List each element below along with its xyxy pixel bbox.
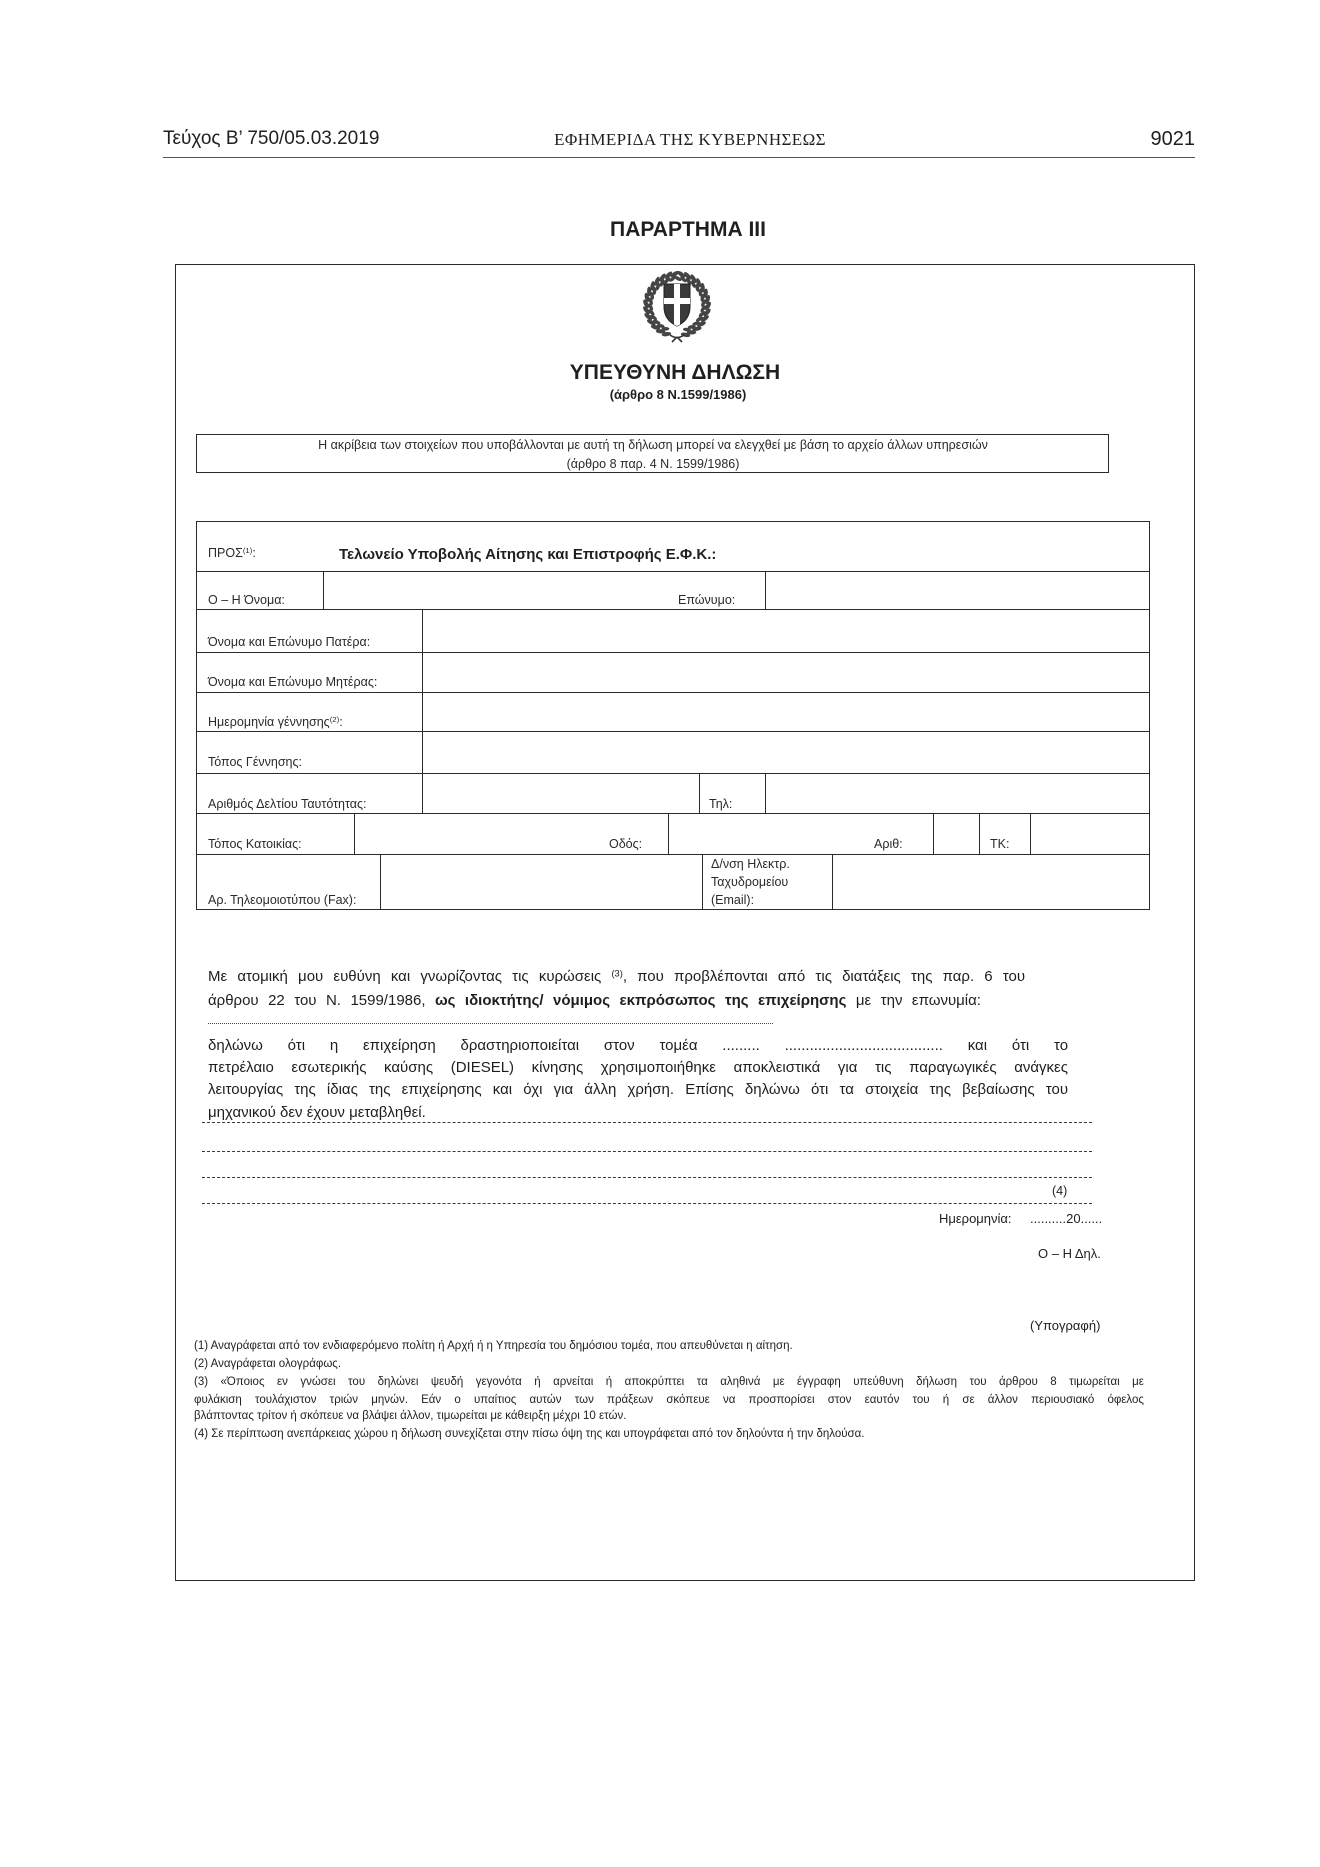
footnote-text: (3) «Όποιος εν γνώσει του δηλώνει ψευδή γεγονότα ή αρνείται ή αποκρύπτει τα αληθινά με έγγραφη υπεύθυνη δήλωση του άρθρου 8 τιμωρείται με (194, 1376, 1144, 1388)
table-row-rule (196, 854, 1150, 855)
recipient-value: Τελωνείο Υποβολής Αίτησης και Επιστροφής Ε.Φ.Κ.: (339, 546, 717, 563)
father-name-label: Όνομα και Επώνυμο Πατέρα: (208, 635, 371, 649)
declarant-label: Ο – Η Δηλ. (1038, 1246, 1101, 1261)
additional-text-line (202, 1151, 1092, 1152)
email-label-line: (Email): (711, 893, 755, 907)
table-row-rule (196, 609, 1150, 610)
declaration-text: πετρέλαιο εσωτερικής καύσης (DIESEL) κίνησης χρησιμοποιήθηκε αποκλειστικά για τις παραγωγικές ανάγκες (208, 1059, 1068, 1076)
footnote: (4) Σε περίπτωση ανεπάρκειας χώρου η δήλωση συνεχίζεται στην πίσω όψη της και υπογράφεται από τον δηλούντα ή την δηλούσα. (194, 1428, 865, 1440)
email-label-line: Δ/νση Ηλεκτρ. (711, 857, 790, 871)
mother-name-label: Όνομα και Επώνυμο Μητέρας: (208, 675, 378, 689)
date-value: ..........20...... (1030, 1211, 1103, 1226)
footnote-ref: (3) (611, 968, 623, 979)
recipient-label-text: ΠΡΟΣ (208, 546, 243, 560)
declarant-capacity: ως ιδιοκτήτης/ νόμιμος εκπρόσωπος της επιχείρησης (434, 992, 847, 1009)
table-cell-divider (668, 813, 669, 854)
street-label: Οδός: (609, 837, 643, 851)
footnote-ref: (1) (242, 546, 253, 556)
email-label-line: Ταχυδρομείου (711, 875, 789, 889)
table-cell-divider (832, 854, 833, 910)
additional-text-line (202, 1203, 1092, 1204)
declaration-legal-basis: (άρθρο 8 Ν.1599/1986) (609, 387, 747, 402)
birth-date-label (208, 716, 343, 729)
postal-code-label: ΤΚ: (990, 837, 1010, 851)
company-name-fill-line (208, 1023, 773, 1024)
table-cell-divider (422, 609, 423, 813)
accuracy-notice-line: Η ακρίβεια των στοιχείων που υποβάλλονται με αυτή τη δήλωση μπορεί να ελεγχθεί με βάση το αρχείο άλλων υπηρεσιών (318, 438, 988, 452)
table-row-rule (196, 731, 1150, 732)
declaration-text-line (208, 1060, 1068, 1075)
table-cell-divider (323, 571, 324, 609)
table-cell-divider (1030, 813, 1031, 854)
table-row-rule (196, 773, 1150, 774)
id-number-label: Αριθμός Δελτίου Ταυτότητας: (208, 797, 367, 811)
declaration-text-line (208, 1082, 1068, 1097)
table-row-rule (196, 571, 1150, 572)
table-cell-divider (765, 773, 766, 813)
residence-label: Τόπος Κατοικίας: (208, 837, 302, 851)
footnote-line (194, 1395, 1144, 1407)
table-row-rule (196, 652, 1150, 653)
declaration-text-segment: με την επωνυμία: (846, 992, 981, 1009)
label-colon: : (252, 546, 256, 560)
declaration-text-line (208, 969, 1025, 984)
footnote: (1) Αναγράφεται από τον ενδιαφερόμενο πολίτη ή Αρχή ή η Υπηρεσία του δημόσιου τομέα, που απευθύνεται η αίτηση. (194, 1340, 793, 1352)
table-row-rule (196, 813, 1150, 814)
footnote-text: φυλάκιση τουλάχιστον τριών μηνών. Εάν ο υπαίτιος αυτών των πράξεων σκόπευε να προσπορίσει στον εαυτόν του ή σε άλλον περιουσιακό όφελος (194, 1394, 1144, 1406)
gazette-title: ΕΦΗΜΕΡΙΔΑ ΤΗΣ ΚΥΒΕΡΝΗΣΕΩΣ (554, 130, 826, 149)
table-row-rule (196, 692, 1150, 693)
header-rule (163, 157, 1195, 158)
table-cell-divider (699, 773, 700, 813)
signature-label: (Υπογραφή) (1030, 1318, 1101, 1333)
table-cell-divider (933, 813, 934, 854)
declaration-text-segment: Με ατομική μου ευθύνη και γνωρίζοντας τις κυρώσεις (208, 968, 612, 985)
street-number-label: Αριθ: (874, 837, 903, 851)
page-number: 9021 (1150, 128, 1195, 150)
declaration-text: λειτουργίας της ίδιας της επιχείρησης και όχι για άλλη χρήση. Επίσης δηλώνω ότι τα στοιχεία της βεβαίωσης του (208, 1081, 1069, 1098)
footnote-line (194, 1377, 1144, 1389)
wreath-ribbon (670, 335, 684, 342)
declaration-text-line (208, 993, 981, 1008)
table-cell-divider (380, 854, 381, 910)
table-cell-divider (765, 571, 766, 609)
declaration-text-segment: , που προβλέπονται από τις διατάξεις της παρ. 6 του (622, 968, 1026, 985)
surname-label: Επώνυμο: (678, 593, 736, 607)
fax-label: Αρ. Τηλεομοιοτύπου (Fax): (208, 893, 357, 907)
declaration-text: δηλώνω ότι η επιχείρηση δραστηριοποιείται στον τομέα ......... ...................................... και ότι το (208, 1037, 1069, 1054)
footnote-line: βλάπτοντας τρίτον ή σκόπευε να βλάψει άλλον, τιμωρείται με κάθειρξη μέχρι 10 ετών. (194, 1410, 627, 1422)
footnote: (2) Αναγράφεται ολογράφως. (194, 1358, 342, 1370)
footnote-ref: (2) (329, 715, 340, 725)
declaration-text (208, 968, 1025, 985)
declaration-text-line: μηχανικού δεν έχουν μεταβληθεί. (208, 1104, 426, 1121)
recipient-label (208, 547, 256, 560)
additional-text-line (202, 1177, 1092, 1178)
table-cell-divider (354, 813, 355, 854)
birth-date-label-text: Ημερομηνία γέννησης (208, 715, 330, 729)
annex-title: ΠΑΡΑΡΤΗΜΑ III (610, 218, 766, 241)
additional-text-line (202, 1122, 1092, 1123)
accuracy-notice-article: (άρθρο 8 παρ. 4 Ν. 1599/1986) (566, 457, 740, 471)
date-label: Ημερομηνία: (939, 1211, 1012, 1226)
table-cell-divider (979, 813, 980, 854)
declaration-title: ΥΠΕΥΘΥΝΗ ΔΗΛΩΣΗ (569, 361, 781, 384)
table-cell-divider (702, 854, 703, 910)
coat-of-arms-emblem (641, 267, 713, 343)
birth-place-label: Τόπος Γέννησης: (208, 755, 303, 769)
gazette-issue: Τεύχος Β’ 750/05.03.2019 (163, 128, 380, 149)
declaration-text-segment: άρθρου 22 του Ν. 1599/1986, (208, 992, 435, 1009)
first-name-label: Ο – Η Όνομα: (208, 593, 285, 607)
footnote-ref: (4) (1052, 1184, 1068, 1198)
label-colon: : (339, 715, 343, 729)
phone-label: Τηλ: (709, 797, 733, 811)
declaration-text (208, 992, 981, 1009)
declaration-text-line (208, 1038, 1068, 1053)
